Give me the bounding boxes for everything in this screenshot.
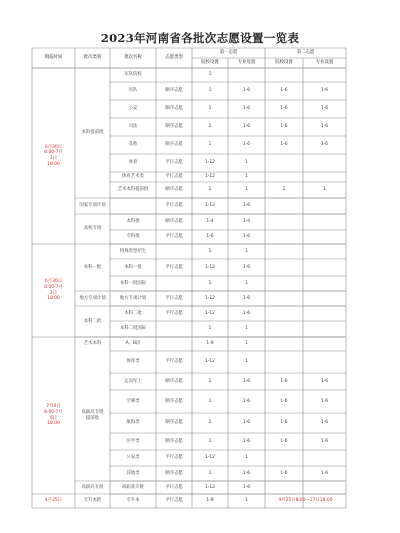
batch-name: 体育类 xyxy=(126,359,140,365)
school-count-2: 1-6 xyxy=(280,420,288,426)
major-count: 1-6 xyxy=(242,264,251,270)
batch-name: A、B段 xyxy=(125,341,141,347)
major-count: 1-6 xyxy=(242,88,251,94)
batch-name: 本科一批 xyxy=(124,264,142,270)
header-plan-type: 志愿类型 xyxy=(165,55,183,61)
major-count-2 xyxy=(303,306,346,321)
school-count: 1-12 xyxy=(205,484,215,490)
school-count: 1-12 xyxy=(205,359,215,365)
major-count: 1-6 xyxy=(242,106,251,112)
major-count: 1 xyxy=(245,341,248,347)
school-count-2 xyxy=(265,244,303,259)
major-count: 1-6 xyxy=(242,470,251,476)
major-count-2: 1-6 xyxy=(320,378,329,384)
school-count-2 xyxy=(265,481,303,494)
major-count: 1-6 xyxy=(242,310,251,316)
plan-type: 顺序志愿 xyxy=(165,438,183,444)
plan-type: 顺序志愿 xyxy=(165,187,183,193)
batch-name: 其他类 xyxy=(126,470,140,476)
plan-type: 平行志愿 xyxy=(165,484,183,490)
school-count: 1 xyxy=(208,124,212,130)
major-count-2 xyxy=(303,214,346,230)
major-count-2 xyxy=(303,172,346,182)
plan-type: 平行志愿 xyxy=(165,203,183,209)
plan-type: 平行志愿 xyxy=(165,359,183,365)
batch-name: 空乘类 xyxy=(126,398,140,404)
plan-type xyxy=(156,244,192,259)
school-count: 1-12 xyxy=(205,160,215,166)
major-count-2 xyxy=(303,291,346,306)
school-count-2 xyxy=(265,337,303,351)
major-count: 1-6 xyxy=(242,484,251,490)
school-count: 1 xyxy=(208,398,212,404)
school-count: 1 xyxy=(208,106,212,112)
major-count-2 xyxy=(303,68,346,82)
plan-type: 顺序志愿 xyxy=(165,470,183,476)
category-one: 本科一批 xyxy=(83,264,102,270)
major-count-2 xyxy=(303,198,346,214)
school-count: 1 xyxy=(208,326,212,332)
plan-type: 顺序志愿 xyxy=(165,124,183,130)
school-count: 1-6 xyxy=(206,234,214,240)
batch-name: 艺术本科提前批 xyxy=(117,187,149,193)
batch-name: 专科批 xyxy=(126,234,140,240)
school-count-2: 1-6 xyxy=(280,106,288,112)
major-count-2: 1-6 xyxy=(320,470,329,476)
major-count: 1 xyxy=(245,174,248,180)
batch-name: 本科一批国际 xyxy=(119,280,147,286)
school-count-2: 1-6 xyxy=(280,124,288,130)
school-count-2 xyxy=(265,306,303,321)
batch-name: 公安 xyxy=(128,106,138,112)
major-count: 1-6 xyxy=(242,124,251,130)
header-major-setting: 专业设置 xyxy=(237,60,256,66)
plan-type xyxy=(156,276,192,291)
plan-type: 平行志愿 xyxy=(165,264,183,270)
time-block-regular: 6月30日 8:00-7月 2日 18:00 xyxy=(44,279,63,302)
school-count: 1-4 xyxy=(206,219,214,225)
header-major-setting-2: 专业设置 xyxy=(315,60,334,66)
major-count: 1-6 xyxy=(242,203,251,209)
school-count-2 xyxy=(265,291,303,306)
plan-type: 顺序志愿 xyxy=(165,106,183,112)
major-count: 1 xyxy=(245,280,248,286)
school-count-2 xyxy=(265,68,303,82)
major-count: 1-6 xyxy=(242,142,251,148)
school-count-2 xyxy=(265,321,303,337)
batch-name: 航海类 xyxy=(126,420,140,426)
major-count-2: 1-6 xyxy=(320,142,329,148)
page-title: 2023年河南省各批次志愿设置一览表 xyxy=(100,31,300,45)
school-count: 1-12 xyxy=(205,455,215,461)
major-count: 1 xyxy=(245,498,248,504)
school-count: 1 xyxy=(208,420,212,426)
major-count: 1-6 xyxy=(242,378,251,384)
school-count-2: 1-6 xyxy=(280,88,288,94)
school-count: 1-9 xyxy=(206,498,214,504)
plan-type xyxy=(156,68,192,82)
major-count: 1 xyxy=(245,326,248,332)
category-local: 地方专项计划 xyxy=(79,295,106,301)
plan-type: 顺序志愿 xyxy=(165,142,183,148)
category-two: 本科二批 xyxy=(83,318,102,324)
major-count-2 xyxy=(303,154,346,172)
major-count-2: 1 xyxy=(323,187,326,193)
major-count-2 xyxy=(303,321,346,337)
school-count-2: 1 xyxy=(282,187,286,193)
school-count-2 xyxy=(265,276,303,291)
school-count: 1 xyxy=(208,187,212,193)
major-count-2 xyxy=(303,351,346,373)
school-count-2: 1-6 xyxy=(280,378,288,384)
school-count: 1 xyxy=(208,280,212,286)
school-count: 1 xyxy=(208,72,212,78)
school-count-2 xyxy=(265,214,303,230)
school-count: 1 xyxy=(208,142,212,148)
plan-type: 平行志愿 xyxy=(165,174,183,180)
school-count-2: 1-6 xyxy=(280,142,288,148)
category-voc-batch: 高职高专批 xyxy=(81,484,104,490)
batch-name: 医学类 xyxy=(126,438,140,444)
plan-type: 平行志愿 xyxy=(165,160,183,166)
header-category: 批次类别 xyxy=(83,55,102,61)
school-count-2: 1-6 xyxy=(280,398,288,404)
time-block-early: 6月30日 8:00-7月 2日 18:00 xyxy=(44,144,63,167)
major-count-2 xyxy=(303,337,346,351)
plan-type: 顺序志愿 xyxy=(165,88,183,94)
school-count-2 xyxy=(265,259,303,276)
school-count: 1-12 xyxy=(205,310,215,316)
category-national: 国家专项计划 xyxy=(79,203,106,209)
header-time: 填报时间 xyxy=(44,55,63,61)
school-count-2 xyxy=(265,230,303,244)
plan-type: 顺序志愿 xyxy=(165,420,183,426)
batch-name: 公安类 xyxy=(126,455,140,461)
batch-name: 高职高专批 xyxy=(122,484,144,490)
time-block-special: 4月25日 xyxy=(44,498,63,504)
plan-type: 顺序志愿 xyxy=(165,398,183,404)
school-count: 1 xyxy=(208,248,212,254)
plan-type xyxy=(156,321,192,337)
batch-name: 体育艺术类 xyxy=(122,174,144,180)
batch-name: 本科二批国际 xyxy=(119,326,147,332)
school-count: 1 xyxy=(208,438,212,444)
school-count-2: 1-6 xyxy=(280,470,288,476)
batch-name: 本科二批 xyxy=(124,310,142,316)
major-count-2 xyxy=(303,481,346,494)
major-count: 1-6 xyxy=(242,398,251,404)
header-first-choice: 第一志愿 xyxy=(219,50,238,56)
school-count: 1-9 xyxy=(206,341,214,347)
batch-name: 专升本 xyxy=(126,498,140,504)
school-count-2 xyxy=(265,198,303,214)
major-count-2: 1-6 xyxy=(320,420,329,426)
batch-name: 定向军士 xyxy=(124,378,142,384)
plan-type: 平行志愿 xyxy=(165,455,183,461)
major-count: 1 xyxy=(245,248,248,254)
major-count-2 xyxy=(303,450,346,466)
school-count-2 xyxy=(265,154,303,172)
major-count: 1-4 xyxy=(242,219,251,225)
school-count: 1-12 xyxy=(205,203,215,209)
school-count: 1 xyxy=(208,378,212,384)
batch-name: 其他 xyxy=(128,142,138,148)
major-count: 1-6 xyxy=(242,295,251,301)
major-count: 1-6 xyxy=(242,438,251,444)
header-batch: 批次名称 xyxy=(124,55,142,61)
school-count-2 xyxy=(265,172,303,182)
major-count-2: 1-6 xyxy=(320,106,329,112)
school-count-2 xyxy=(265,351,303,373)
batch-name: 军队院校 xyxy=(124,72,142,78)
major-count: 1 xyxy=(245,455,248,461)
major-count-2: 1-6 xyxy=(320,398,329,404)
school-count: 1 xyxy=(208,88,212,94)
major-count-2 xyxy=(303,259,346,276)
major-count-2 xyxy=(303,244,346,259)
batch-name: 特殊类型招生 xyxy=(119,248,147,254)
school-count-2: 1-6 xyxy=(280,438,288,444)
batch-name: 本科批 xyxy=(126,219,140,225)
header-school-setting: 院校设置 xyxy=(201,60,219,66)
major-count-2: 1-6 xyxy=(320,124,329,130)
major-count: 1-6 xyxy=(242,420,251,426)
time-block-vocational: 7月4日 8:00-7月 6日 18:00 xyxy=(44,404,63,427)
major-count: 1 xyxy=(245,359,248,365)
major-count: 1-6 xyxy=(242,234,251,240)
batch-name: 军队 xyxy=(128,88,138,94)
batch-name: 体育 xyxy=(128,160,138,166)
plan-type: 平行志愿 xyxy=(165,498,183,504)
major-count: 1 xyxy=(245,187,248,193)
school-count: 1 xyxy=(208,470,212,476)
batch-name: 地方专项计划 xyxy=(119,295,147,301)
batch-name xyxy=(110,198,156,214)
major-count xyxy=(228,68,265,82)
major-count-2: 1-6 xyxy=(320,438,329,444)
plan-type: 顺序志愿 xyxy=(165,378,183,384)
second-choice-note: 4月25日8:00—27日18:00 xyxy=(278,498,333,504)
category-art: 艺术本科 xyxy=(83,341,102,347)
plan-type: 平行志愿 xyxy=(165,295,183,301)
major-count-2 xyxy=(303,230,346,244)
plan-type: 平行志愿 xyxy=(165,234,183,240)
category-vocational: 高职高专批 提前批 xyxy=(81,410,104,421)
school-count: 1-12 xyxy=(205,174,215,180)
category-uni: 高校专项 xyxy=(83,226,102,232)
school-count: 1-12 xyxy=(205,295,215,301)
category-special: 专升本批 xyxy=(83,498,102,504)
school-count: 1-12 xyxy=(205,264,215,270)
batch-name: 司法 xyxy=(128,124,138,130)
major-count-2 xyxy=(303,276,346,291)
header-school-setting-2: 院校设置 xyxy=(275,60,293,66)
plan-type: 平行志愿 xyxy=(165,310,183,316)
plan-type xyxy=(156,337,192,351)
header-second-choice: 第二志愿 xyxy=(296,50,315,56)
category-early: 本科提前批 xyxy=(81,130,104,136)
major-count-2: 1-6 xyxy=(320,88,329,94)
plan-type: 顺序志愿 xyxy=(165,219,183,225)
major-count: 1 xyxy=(245,160,248,166)
school-count-2 xyxy=(265,450,303,466)
